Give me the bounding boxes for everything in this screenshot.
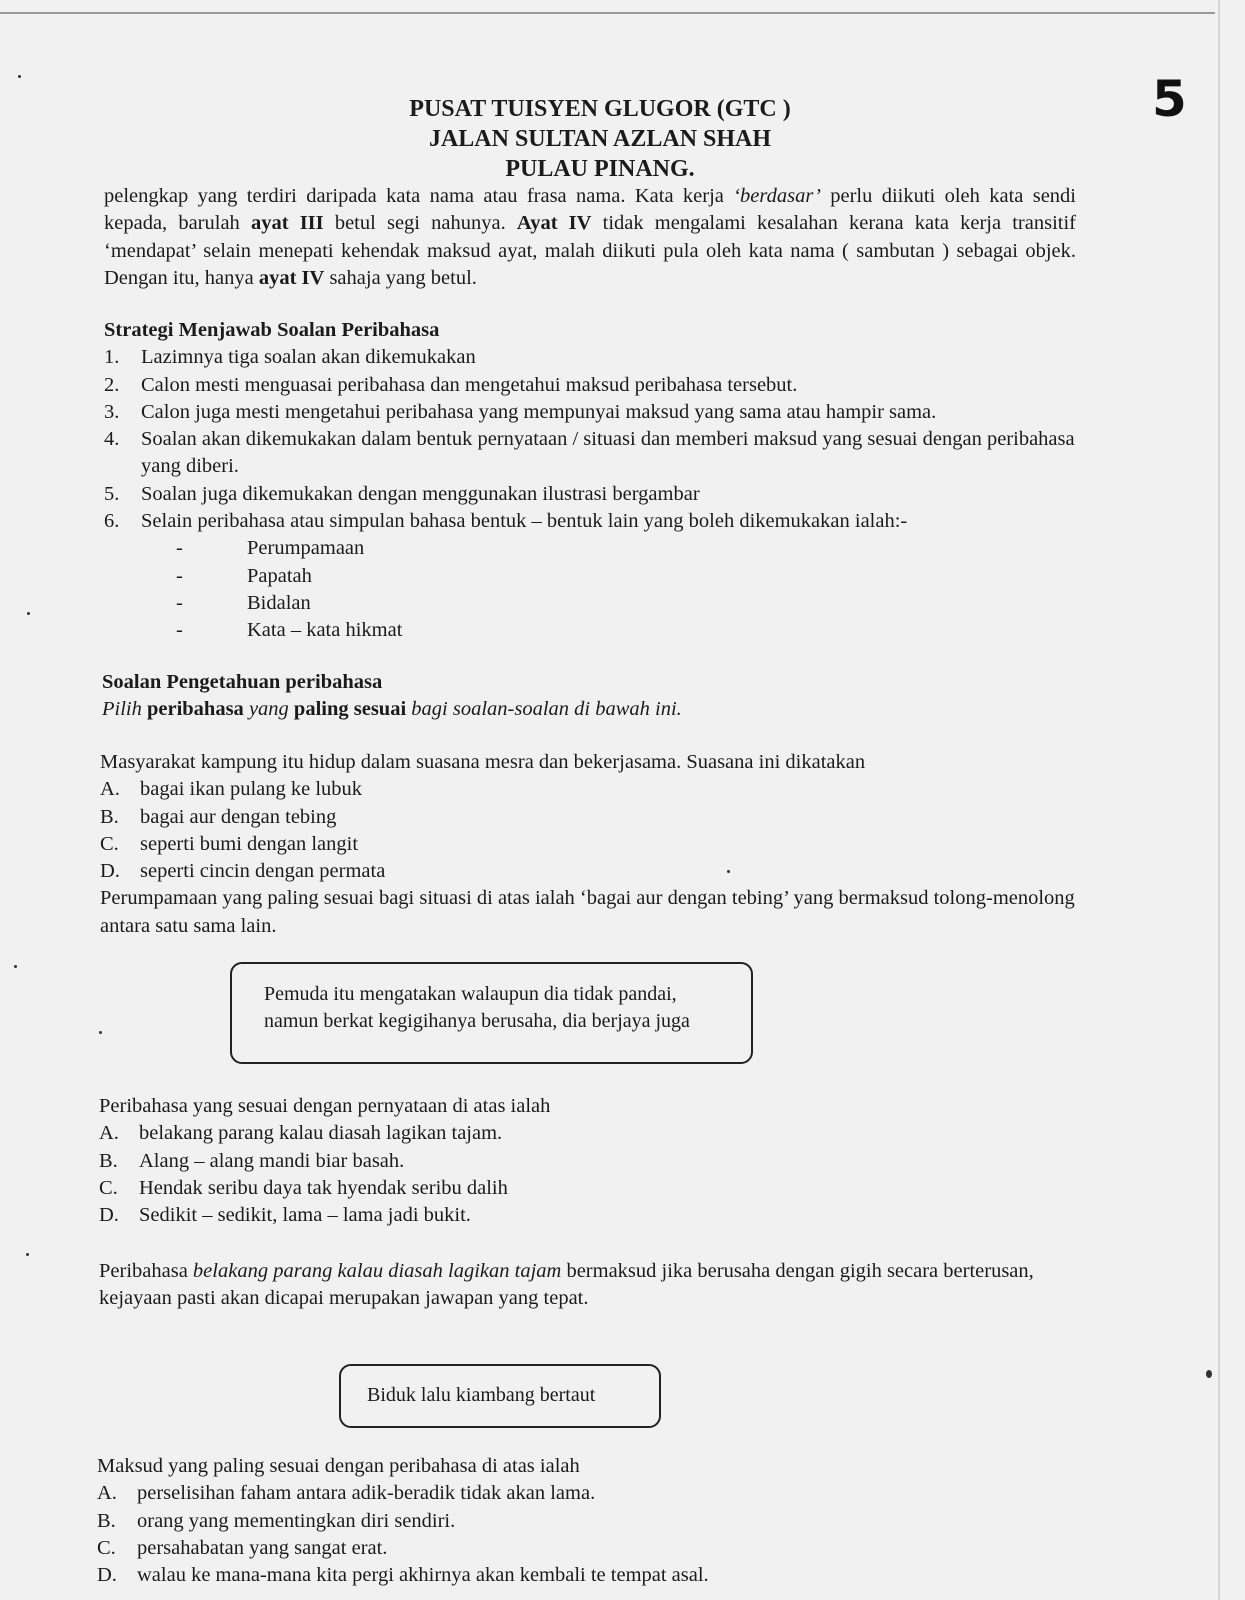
answer-option: A. bagai ikan pulang ke lubuk bbox=[100, 778, 363, 801]
page-number: 5 bbox=[1152, 70, 1187, 128]
form-item: - Perumpamaan bbox=[176, 537, 365, 560]
scan-speck bbox=[26, 1253, 29, 1256]
answer-option: D. walau ke mana-mana kita pergi akhirnya akan kembali te tempat asal. bbox=[97, 1564, 709, 1587]
list-item: 5. Soalan juga dikemukakan dengan menggunakan ilustrasi bergambar bbox=[104, 482, 700, 505]
intro-bold-term: ayat III bbox=[250, 212, 324, 235]
intro-paragraph bbox=[104, 183, 1076, 292]
statement-line-2: namun berkat kegigihanya berusaha, dia berjaya juga bbox=[264, 1010, 690, 1032]
list-item: 3. Calon juga mesti mengetahui peribahasa yang mempunyai maksud yang sama atau hampir sama. bbox=[104, 400, 937, 423]
knowledge-heading: Soalan Pengetahuan peribahasa bbox=[102, 671, 383, 693]
answer-explanation: Perumpamaan yang paling sesuai bagi situasi di atas ialah ‘bagai aur dengan tebing’ yang bermaksud tolong-menolong antara satu sama lain. bbox=[100, 887, 1075, 937]
form-item: - Kata – kata hikmat bbox=[176, 619, 403, 642]
answer-option: C. persahabatan yang sangat erat. bbox=[97, 1536, 388, 1559]
intro-italic-term: ‘berdasar’ bbox=[733, 185, 821, 207]
list-item: 2. Calon mesti menguasai peribahasa dan mengetahui maksud peribahasa tersebut. bbox=[104, 373, 798, 396]
scan-speck bbox=[27, 612, 30, 615]
list-item: 4. Soalan akan dikemukakan dalam bentuk pernyataan / situasi dan memberi maksud yang sesuai dengan peribahasa yang diberi. bbox=[104, 428, 1075, 478]
statement-line-1: Pemuda itu mengatakan walaupun dia tidak pandai, bbox=[264, 983, 677, 1005]
intro-text: tidak mengalami kesalahan kerana kata kerja transitif ‘mendapat’ selain menepati kehendak maksud ayat, malah diikuti pula oleh kata nama ( sambutan ) sebagai objek. Dengan itu, hanya bbox=[104, 212, 1076, 289]
knowledge-instruction: Pilih peribahasa yang paling sesuai bagi soalan-soalan di bawah ini. bbox=[102, 698, 682, 721]
answer-option: B. bagai aur dengan tebing bbox=[100, 805, 337, 828]
answer-option: D. seperti cincin dengan permata bbox=[100, 860, 386, 883]
statement-box bbox=[230, 962, 753, 1064]
strategy-section bbox=[104, 317, 1084, 645]
intro-text: perlu diikuti oleh kata sendi kepada, barulah bbox=[104, 185, 1076, 235]
answer-option: A. belakang parang kalau diasah lagikan tajam. bbox=[99, 1122, 503, 1145]
scan-speck bbox=[18, 75, 21, 78]
header-line-1: PUSAT TUISYEN GLUGOR (GTC ) bbox=[409, 96, 791, 122]
list-item: 6. Selain peribahasa atau simpulan bahasa bentuk – bentuk lain yang boleh dikemukakan ialah:- bbox=[104, 510, 908, 533]
scan-speck bbox=[99, 1031, 102, 1034]
scan-top-edge bbox=[0, 12, 1215, 14]
intro-text: betul segi nahunya. bbox=[323, 212, 517, 235]
question-stem: Maksud yang paling sesuai dengan peribahasa di atas ialah bbox=[97, 1455, 580, 1477]
page-header bbox=[380, 94, 820, 184]
header-line-3: PULAU PINANG. bbox=[505, 156, 695, 182]
intro-text: sahaja yang betul. bbox=[324, 266, 477, 289]
intro-bold-term: Ayat IV bbox=[516, 212, 592, 235]
question-stem: Peribahasa yang sesuai dengan pernyataan di atas ialah bbox=[99, 1095, 551, 1117]
answer-option: A. perselisihan faham antara adik-beradik tidak akan lama. bbox=[97, 1482, 596, 1505]
answer-option: B. orang yang mementingkan diri sendiri. bbox=[97, 1509, 456, 1532]
strategy-heading: Strategi Menjawab Soalan Peribahasa bbox=[104, 319, 440, 341]
header-line-2: JALAN SULTAN AZLAN SHAH bbox=[428, 126, 772, 152]
intro-text: pelengkap yang terdiri daripada kata nama atau frasa nama. Kata kerja bbox=[104, 185, 734, 207]
scan-speck bbox=[14, 965, 17, 968]
answer-option: D. Sedikit – sedikit, lama – lama jadi bukit. bbox=[99, 1204, 471, 1227]
scan-speck bbox=[1206, 1370, 1212, 1378]
answer-option: B. Alang – alang mandi biar basah. bbox=[99, 1149, 405, 1172]
knowledge-section bbox=[102, 669, 1082, 724]
proverb-box bbox=[339, 1364, 661, 1428]
proverb-text: Biduk lalu kiambang bertaut bbox=[367, 1384, 596, 1406]
answer-option: C. Hendak seribu daya tak hyendak seribu dalih bbox=[99, 1176, 508, 1199]
scan-right-edge bbox=[1218, 0, 1220, 1600]
form-item: - Bidalan bbox=[176, 591, 311, 614]
question-3 bbox=[97, 1453, 1097, 1589]
intro-bold-term: ayat IV bbox=[258, 266, 325, 289]
list-item: 1. Lazimnya tiga soalan akan dikemukakan bbox=[104, 346, 476, 369]
question-stem: Masyarakat kampung itu hidup dalam suasana mesra dan bekerjasama. Suasana ini dikatakan bbox=[100, 751, 866, 773]
answer-option: C. seperti bumi dengan langit bbox=[100, 832, 359, 855]
question-2 bbox=[99, 1093, 1084, 1229]
form-item: - Papatah bbox=[176, 564, 312, 587]
question-1 bbox=[100, 749, 1085, 940]
question-2-explanation: Peribahasa belakang parang kalau diasah lagikan tajam bermaksud jika berusaha dengan gigih secara berterusan, kejayaan pasti akan dicapai merupakan jawapan yang tepat. bbox=[99, 1260, 1034, 1310]
